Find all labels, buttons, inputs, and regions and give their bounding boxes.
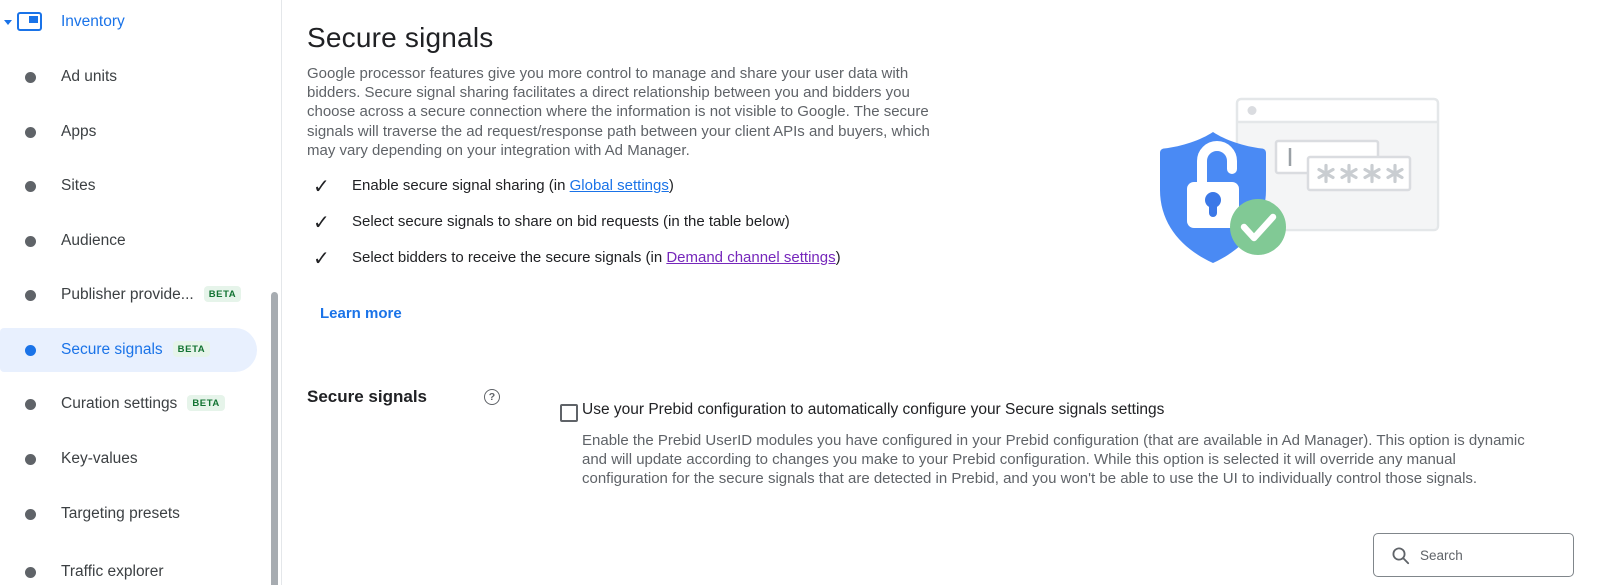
sidebar-item-targeting-presets[interactable] [0,492,280,536]
help-icon[interactable]: ? [484,389,500,405]
sidebar-item-traffic-explorer[interactable] [0,550,280,585]
sidebar-item-label: Curation settings BETA [61,395,225,413]
sidebar-item-curation-settings[interactable] [0,382,280,426]
bullet-icon [25,509,36,520]
sidebar-item-publisher-provided[interactable] [0,273,280,317]
sidebar-item-label: Traffic explorer [61,563,164,580]
bullet-icon [25,345,36,356]
learn-more-link[interactable]: Learn more [320,305,402,322]
sidebar-section-label[interactable]: Inventory [61,13,125,30]
bullet-icon [25,72,36,83]
beta-badge: BETA [173,341,211,357]
sidebar-item-label: Sites [61,177,96,194]
prebid-config-checkbox-label[interactable]: Use your Prebid configuration to automatically configure your Secure signals settings [582,401,1165,418]
bullet-icon [25,399,36,410]
beta-badge: BETA [187,395,225,411]
bullet-icon [25,127,36,138]
sidebar-item-label: Apps [61,123,97,140]
checklist-item: ✓ Select secure signals to share on bid requests (in the table below) [313,212,790,234]
prebid-config-description: Enable the Prebid UserID modules you have configured in your Prebid configuration (that are available in Ad Manager). This option is dynamic and will update according to changes you make to your Prebid configuration. While this option is selected it will override any manual configuration for the secure signals that are detected in Prebid, and you won't be able to use the UI to individually control those signals. [582,432,1525,487]
bullet-icon [25,290,36,301]
main-content [282,0,1600,585]
page-description: Google processor features give you more control to manage and share your user data with bidders. Secure signal sharing facilitates a direct relationship between you and bidders you choose across a secure connection where the information is not visible to Google. The secure signals will traverse the ad request/response path between your client APIs and buyers, which may vary depending on your integration with Ad Manager. [307,65,930,159]
check-badge-icon [1230,199,1286,255]
sidebar [0,0,282,585]
sidebar-item-apps[interactable] [0,110,280,154]
sidebar-item-label: Secure signals BETA [61,341,210,359]
search-input[interactable] [1420,535,1568,575]
beta-badge: BETA [204,286,242,302]
bullet-icon [25,567,36,578]
sidebar-section-inventory[interactable] [0,0,280,44]
sidebar-item-label: Audience [61,232,126,249]
page-title: Secure signals [307,22,494,53]
search-box [1373,533,1574,577]
chevron-down-icon[interactable] [4,20,12,25]
sidebar-item-label: Ad units [61,68,118,85]
sidebar-item-sites[interactable] [0,164,280,208]
bullet-icon [25,236,36,247]
secure-signals-section-label: Secure signals [307,387,428,406]
sidebar-item-label: Key-values [61,450,138,467]
prebid-config-checkbox[interactable] [560,404,578,422]
checkmark-icon: ✓ [313,212,330,234]
bullet-icon [25,181,36,192]
sidebar-item-secure-signals[interactable] [0,328,257,372]
search-icon [1391,546,1411,566]
sidebar-item-label: Publisher provide... BETA [61,286,241,304]
sidebar-item-key-values[interactable] [0,437,280,481]
checkmark-icon: ✓ [313,248,330,270]
bullet-icon [25,454,36,465]
sidebar-item-audience[interactable] [0,219,280,263]
sidebar-item-label: Targeting presets [61,505,180,522]
checklist-item: ✓ Enable secure signal sharing (in Global settings) [313,176,674,198]
inventory-icon [17,12,42,31]
sidebar-item-ad-units[interactable] [0,55,280,99]
sidebar-scrollbar[interactable] [271,292,278,585]
secure-signals-illustration [1130,90,1450,270]
checklist-item: ✓ Select bidders to receive the secure signals (in Demand channel settings) [313,248,841,270]
checkmark-icon: ✓ [313,176,330,198]
demand-channel-settings-link[interactable]: Demand channel settings [666,249,836,266]
global-settings-link[interactable]: Global settings [569,177,669,194]
